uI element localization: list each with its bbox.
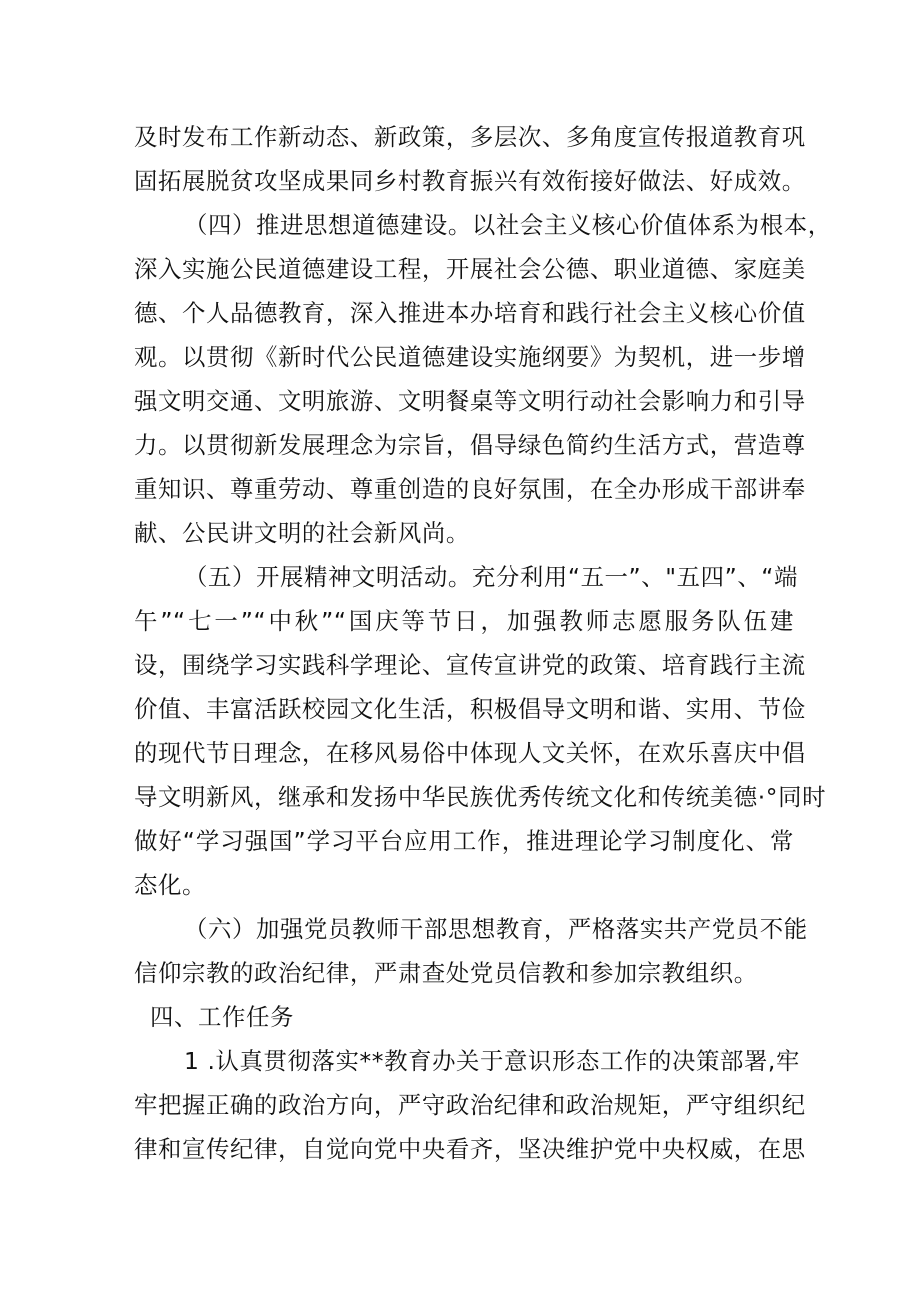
paragraph-continuation bbox=[134, 115, 806, 203]
text-line: 强文明交通、文明旅游、文明餐桌等文明行动社会影响力和引导 bbox=[134, 387, 806, 415]
document-body bbox=[134, 115, 832, 1171]
text-line: （四）推进思想道德建设。以社会主义核心价值体系为根本， bbox=[184, 211, 832, 239]
paragraph-task-1 bbox=[134, 1039, 806, 1171]
paragraph-section-6 bbox=[134, 907, 808, 995]
paragraph-section-4 bbox=[134, 203, 832, 555]
text-line: 观。以贯彻《新时代公民道德建设实施纲要》为契机，进一步增 bbox=[134, 343, 806, 371]
section-heading-work-tasks bbox=[134, 995, 794, 1039]
text-line: 律和宣传纪律，自觉向党中央看齐，坚决维护党中央权威，在思 bbox=[134, 1135, 806, 1163]
text-line: 做好“学习强国”学习平台应用工作，推进理论学习制度化、常 bbox=[134, 827, 794, 855]
heading-text: 四、工作任务 bbox=[150, 1003, 294, 1031]
text-line: 重知识、尊重劳动、尊重创造的良好氛围，在全办形成干部讲奉 bbox=[134, 475, 806, 503]
text-line: 牢把握正确的政治方向，严守政治纪律和政治规矩，严守组织纪 bbox=[134, 1091, 806, 1119]
text-line: （五）开展精神文明活动。充分利用“五一”、"五四”、“端 bbox=[184, 563, 799, 591]
text-line: 态化。 bbox=[134, 871, 206, 899]
text-line: 午”“七一”“中秋”“国庆等节日，加强教师志愿服务队伍建 bbox=[134, 607, 794, 635]
text-line: 价值、丰富活跃校园文化生活，积极倡导文明和谐、实用、节俭 bbox=[134, 695, 806, 723]
text-line: 献、公民讲文明的社会新风尚。 bbox=[134, 519, 470, 547]
text-line: 导文明新风，继承和发扬中华民族优秀传统文化和传统美德·°同时 bbox=[134, 783, 827, 811]
text-line: 深入实施公民道德建设工程，开展社会公德、职业道德、家庭美 bbox=[134, 255, 806, 283]
text-line: 1 .认真贯彻落实**教育办关于意识形态工作的决策部署,牢 bbox=[184, 1047, 800, 1075]
text-line: 设，围绕学习实践科学理论、宣传宣讲党的政策、培育践行主流 bbox=[134, 651, 806, 679]
text-line: 及时发布工作新动态、新政策，多层次、多角度宣传报道教育巩 bbox=[134, 123, 806, 151]
text-line: 德、个人品德教育，深入推进本办培育和践行社会主义核心价值 bbox=[134, 299, 806, 327]
text-line: 固拓展脱贫攻坚成果同乡村教育振兴有效衔接好做法、好成效。 bbox=[134, 167, 806, 195]
text-line: 信仰宗教的政治纪律，严肃查处党员信教和参加宗教组织。 bbox=[134, 959, 758, 987]
paragraph-section-5 bbox=[134, 555, 827, 907]
text-line: 的现代节日理念，在移风易俗中体现人文关怀，在欢乐喜庆中倡 bbox=[134, 739, 806, 767]
text-line: （六）加强党员教师干部思想教育，严格落实共产党员不能 bbox=[184, 915, 808, 943]
text-line: 力。以贯彻新发展理念为宗旨，倡导绿色简约生活方式，营造尊 bbox=[134, 431, 806, 459]
